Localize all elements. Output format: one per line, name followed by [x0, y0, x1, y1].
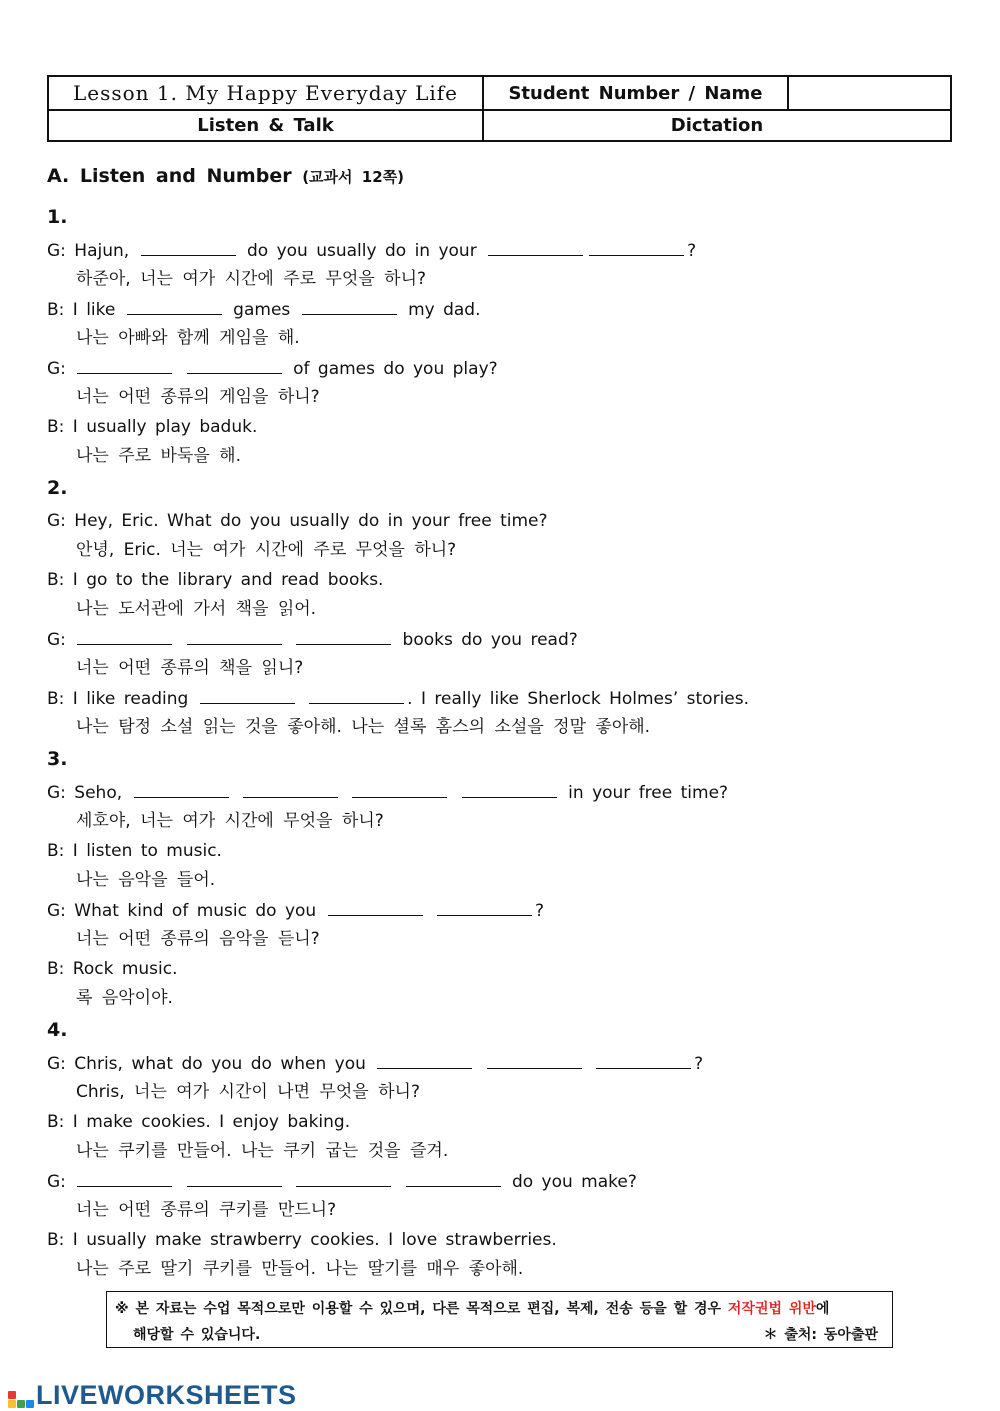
q1-korean-1: 하준아, 너는 여가 시간에 주로 무엇을 하니?: [76, 269, 427, 289]
blank-input[interactable]: [352, 781, 447, 798]
q1-l1-text-b: do you usually do in your: [247, 241, 477, 261]
q2-l3-text-a: G:: [47, 630, 66, 650]
q4-line-3: [47, 1170, 637, 1193]
q4-korean-1: Chris, 너는 여가 시간이 나면 무엇을 하니?: [76, 1082, 420, 1102]
q4-l1-text-a: G: Chris, what do you do when you: [47, 1054, 366, 1074]
q3-l3-text-a: G: What kind of music do you: [47, 901, 317, 921]
q3-l1-text-a: G: Seho,: [47, 783, 123, 803]
q1-l2-text-c: my dad.: [408, 300, 481, 320]
q1-l2-text-a: B: I like: [47, 300, 116, 320]
question-4-number: 4.: [47, 1019, 68, 1041]
q2-line-2: B: I go to the library and read books.: [47, 570, 384, 590]
blank-input[interactable]: [187, 357, 282, 374]
q2-korean-3: 너는 어떤 종류의 책을 읽니?: [76, 658, 304, 678]
q2-l4-text-b: . I really like Sherlock Holmes’ stories.: [407, 689, 750, 709]
q2-korean-4: 나는 탐정 소설 읽는 것을 좋아해. 나는 셜록 홈스의 소설을 정말 좋아해.: [76, 717, 651, 737]
q4-l3-text-a: G:: [47, 1172, 66, 1192]
q1-l1-text-a: G: Hajun,: [47, 241, 130, 261]
section-title: [47, 165, 404, 187]
q2-korean-2: 나는 도서관에 가서 책을 읽어.: [76, 599, 317, 619]
q2-line-1: G: Hey, Eric. What do you usually do in your free time?: [47, 511, 548, 531]
blank-input[interactable]: [328, 899, 423, 916]
q3-l3-text-b: ?: [535, 901, 545, 921]
q1-line-3: [47, 357, 498, 380]
blank-input[interactable]: [462, 781, 557, 798]
blank-input[interactable]: [127, 298, 222, 315]
blank-input[interactable]: [77, 628, 172, 645]
dictation-label: Dictation: [670, 115, 764, 136]
q4-korean-3: 너는 어떤 종류의 쿠키를 만드니?: [76, 1200, 337, 1220]
blank-input[interactable]: [141, 239, 236, 256]
q1-l1-text-c: ?: [687, 241, 697, 261]
question-3-number: 3.: [47, 748, 68, 770]
blank-input[interactable]: [187, 628, 282, 645]
q2-line-4: [47, 687, 749, 710]
q1-l3-text-b: of games do you play?: [293, 359, 498, 379]
q1-korean-2: 나는 아빠와 함께 게임을 해.: [76, 328, 300, 348]
q1-l2-text-b: games: [233, 300, 291, 320]
q1-korean-4: 나는 주로 바둑을 해.: [76, 446, 241, 466]
notice-warning: 저작권법 위반: [727, 1301, 816, 1317]
q3-line-3: [47, 899, 544, 922]
q1-line-4: B: I usually play baduk.: [47, 417, 258, 437]
q4-line-1: [47, 1052, 703, 1075]
blank-input[interactable]: [243, 781, 338, 798]
blank-input[interactable]: [134, 781, 229, 798]
lesson-title: Lesson 1. My Happy Everyday Life: [49, 77, 484, 111]
q1-l3-text-a: G:: [47, 359, 66, 379]
q2-l4-text-a: B: I like reading: [47, 689, 189, 709]
notice-line-2: 해당할 수 있습니다.: [133, 1327, 261, 1343]
header-table: [47, 75, 952, 142]
blank-input[interactable]: [187, 1170, 282, 1187]
q1-korean-3: 너는 어떤 종류의 게임을 하니?: [76, 387, 320, 407]
logo-blocks-icon: [8, 1382, 34, 1408]
student-name-field[interactable]: [789, 77, 950, 111]
q2-line-3: [47, 628, 578, 651]
liveworksheets-logo[interactable]: [8, 1380, 297, 1410]
q3-korean-1: 세호야, 너는 여가 시간에 무엇을 하니?: [76, 811, 384, 831]
notice-source: ＊ 출처: 동아출판: [763, 1327, 878, 1343]
q4-korean-2: 나는 쿠키를 만들어. 나는 쿠키 굽는 것을 즐겨.: [76, 1141, 449, 1161]
blank-input[interactable]: [589, 239, 684, 256]
q2-korean-1: 안녕, Eric. 너는 여가 시간에 주로 무엇을 하니?: [76, 540, 457, 560]
blank-input[interactable]: [309, 687, 404, 704]
blank-input[interactable]: [377, 1052, 472, 1069]
blank-input[interactable]: [437, 899, 532, 916]
blank-input[interactable]: [487, 1052, 582, 1069]
listen-talk-label: Listen & Talk: [49, 111, 484, 140]
question-2-number: 2.: [47, 477, 68, 499]
blank-input[interactable]: [406, 1170, 501, 1187]
section-title-text: A. Listen and Number: [47, 165, 292, 187]
q4-line-4: B: I usually make strawberry cookies. I love strawberries.: [47, 1230, 557, 1250]
q3-korean-2: 나는 음악을 들어.: [76, 870, 216, 890]
blank-input[interactable]: [302, 298, 397, 315]
q4-korean-4: 나는 주로 딸기 쿠키를 만들어. 나는 딸기를 매우 좋아해.: [76, 1259, 524, 1279]
q3-line-1: [47, 781, 728, 804]
page-ref: (교과서 12쪽): [302, 168, 404, 186]
notice-text-end: 에: [815, 1301, 830, 1317]
q4-l3-text-b: do you make?: [511, 1172, 637, 1192]
student-label: Student Number / Name: [484, 77, 789, 111]
q1-line-1: [47, 239, 696, 262]
logo-text: LIVEWORKSHEETS: [36, 1379, 297, 1410]
blank-input[interactable]: [596, 1052, 691, 1069]
q3-l1-text-b: in your free time?: [568, 783, 729, 803]
copyright-notice: [106, 1291, 893, 1348]
blank-input[interactable]: [296, 1170, 391, 1187]
notice-line-1: [115, 1298, 829, 1318]
q3-korean-4: 록 음악이야.: [76, 988, 173, 1008]
blank-input[interactable]: [77, 357, 172, 374]
blank-input[interactable]: [77, 1170, 172, 1187]
notice-text: ※ 본 자료는 수업 목적으로만 이용할 수 있으며, 다른 목적으로 편집, 복제, 전송 등을 할 경우: [115, 1301, 722, 1317]
q2-l3-text-b: books do you read?: [402, 630, 578, 650]
blank-input[interactable]: [296, 628, 391, 645]
q1-line-2: [47, 298, 481, 321]
q3-line-2: B: I listen to music.: [47, 841, 222, 861]
q4-l1-text-b: ?: [694, 1054, 704, 1074]
q3-korean-3: 너는 어떤 종류의 음악을 듣니?: [76, 929, 320, 949]
q4-line-2: B: I make cookies. I enjoy baking.: [47, 1112, 351, 1132]
question-1-number: 1.: [47, 206, 68, 228]
blank-input[interactable]: [200, 687, 295, 704]
blank-input[interactable]: [488, 239, 583, 256]
q3-line-4: B: Rock music.: [47, 959, 178, 979]
